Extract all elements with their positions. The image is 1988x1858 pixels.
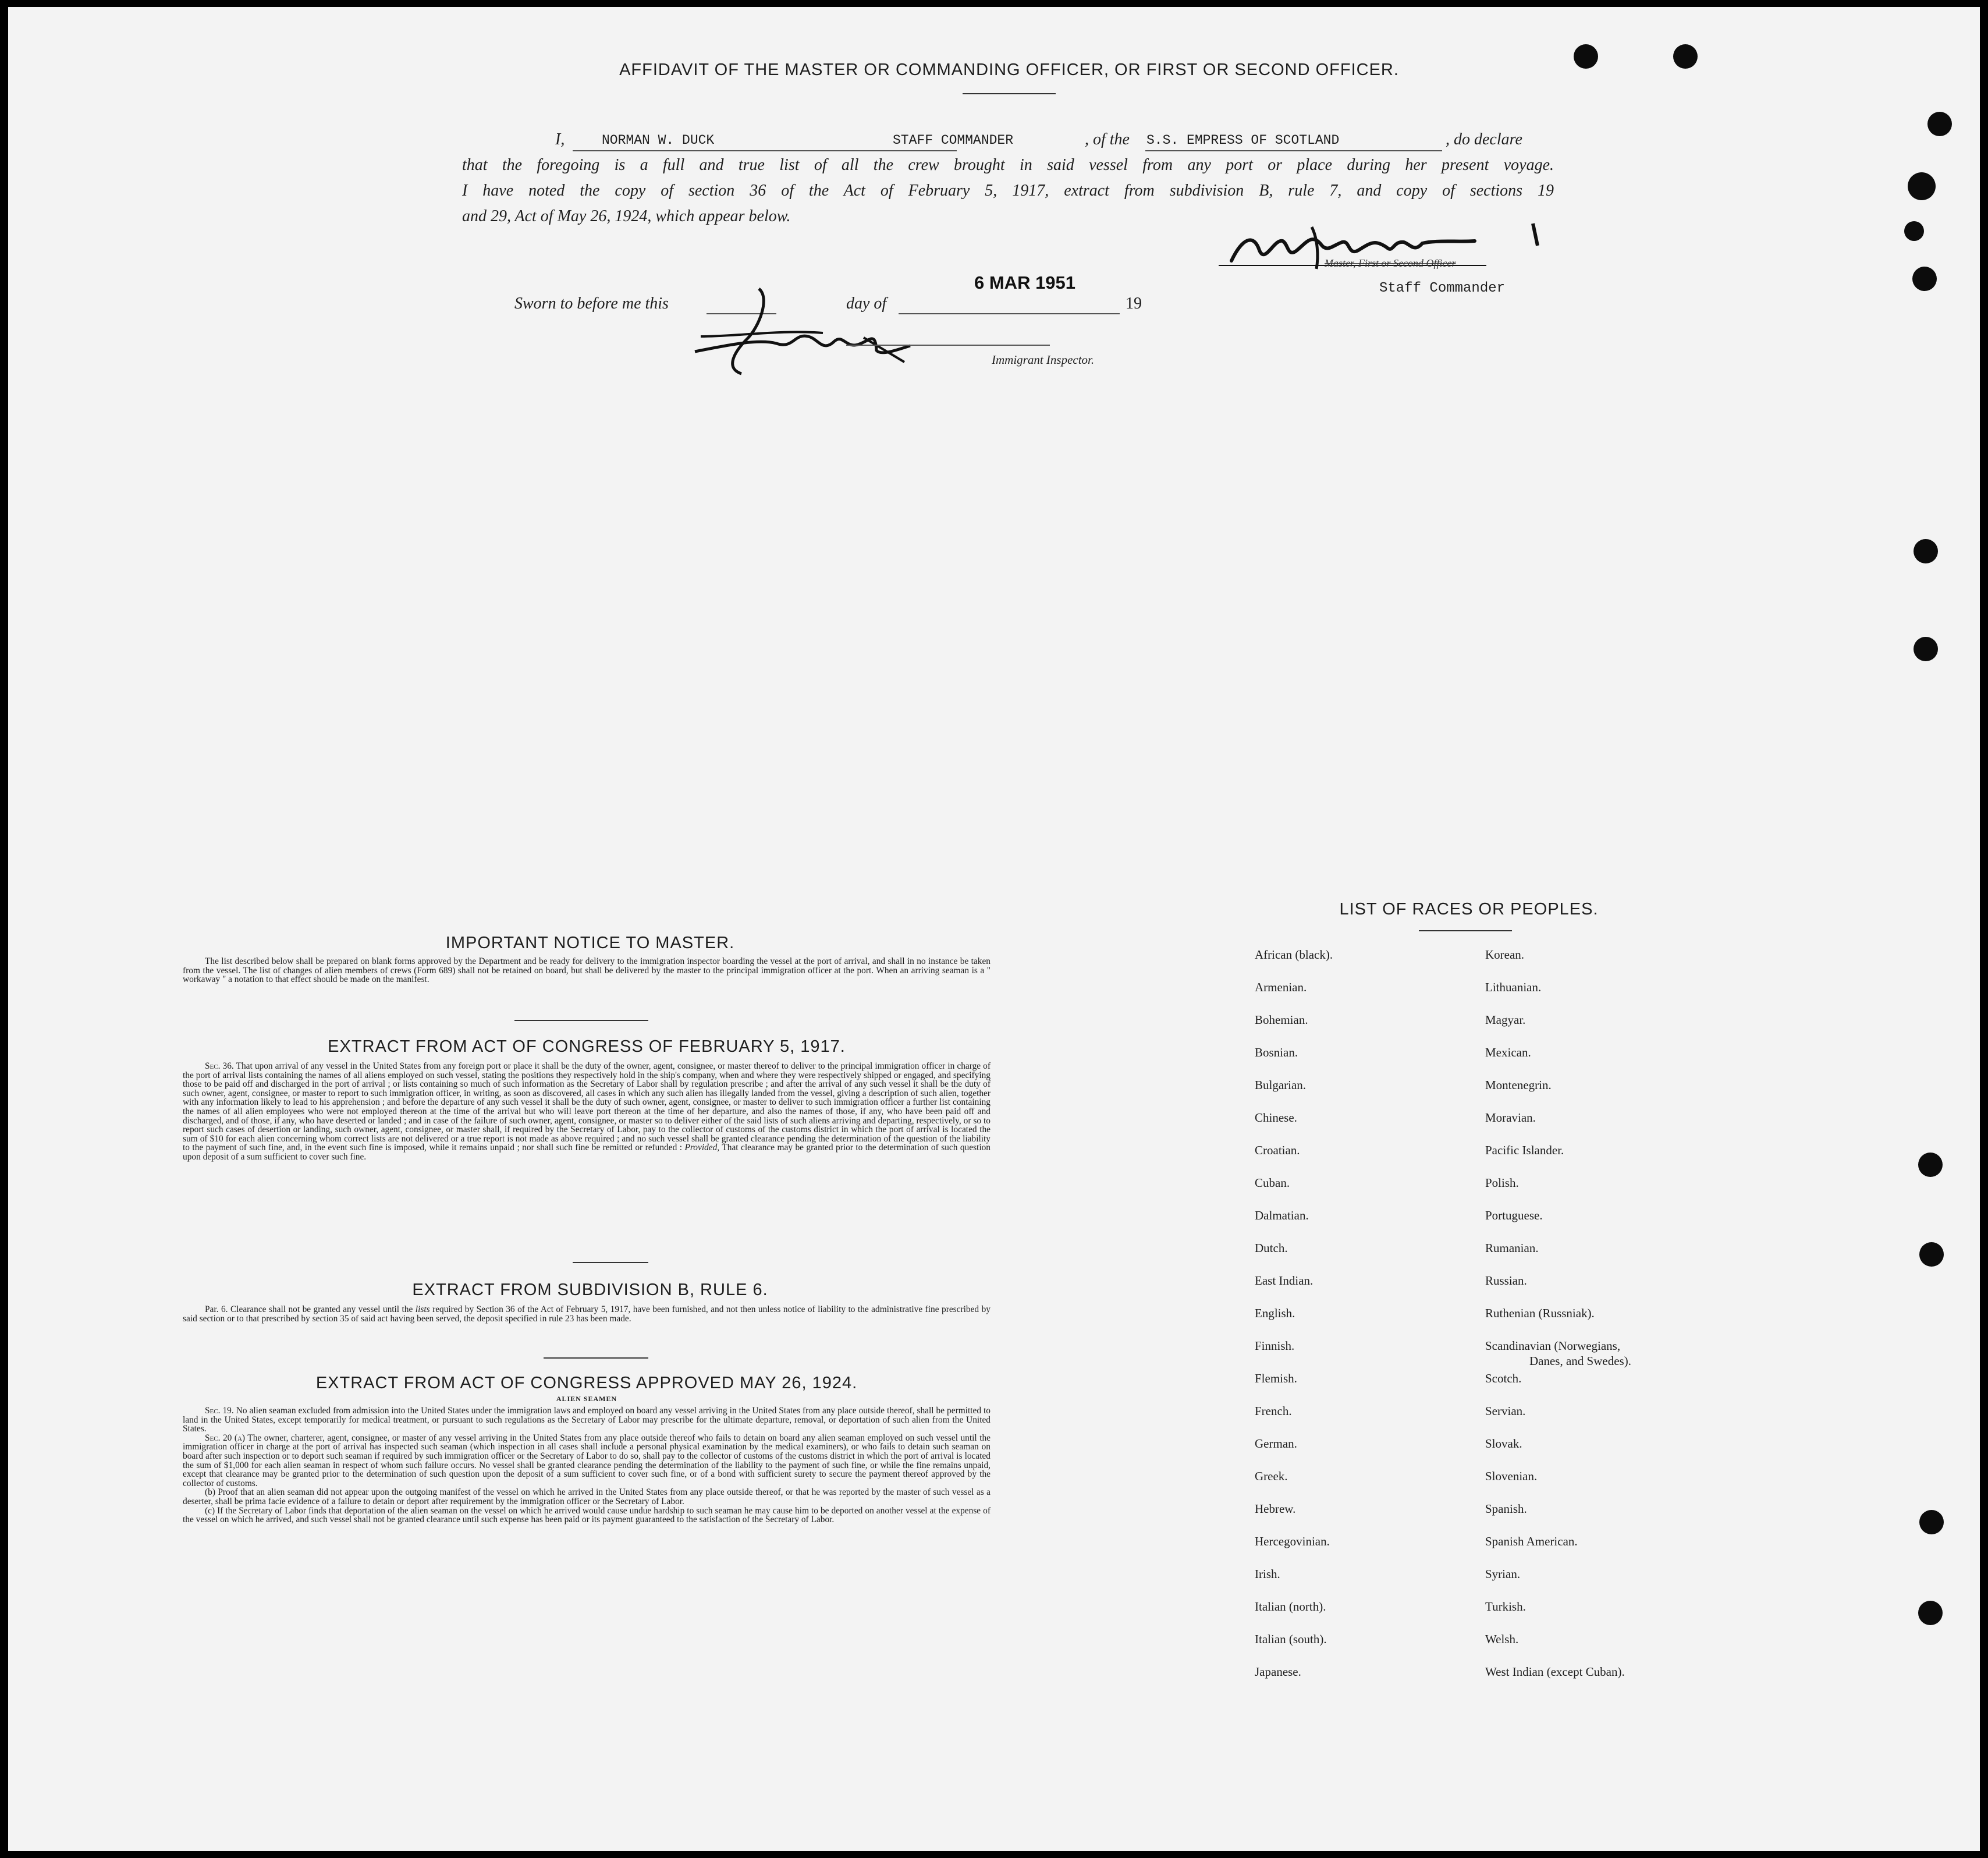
- race-item: Pacific Islander.: [1485, 1143, 1564, 1157]
- do-declare-label: , do declare: [1446, 130, 1522, 148]
- sec-20a-paragraph: Sec. 20 (a) The owner, charterer, agent, consignee, or master of any vessel arriving in the United States from any place outside thereof who fails to detain on board any alien seaman employed on such vessel until the immigration officer in charge at the port of arrival has inspected such seaman (which inspection in all cases shall include a personal physical examination by the medical examiners), or who fails to detain such seaman on board after such inspection or to deport such seaman if required by such immigration officer or the Secretary of Labor to do so, shall pay to the collector of customs of the customs district in which the port of arrival is located the sum of $1,000 for each alien seaman in respect of whom such failure occurs. No vessel shall be granted clearance pending the determination of the liability to the payment of such fine, or while the fine remains unpaid, except that clearance may be granted prior to the determination of such question upon the deposit of a sum sufficient to cover such fine, or of a bond with sufficient surety to secure the payment thereof approved by the collector of customs.: [183, 1432, 991, 1488]
- race-item: Spanish American.: [1485, 1534, 1578, 1548]
- race-item: Bohemian.: [1255, 1013, 1308, 1027]
- vessel-field-line: [1145, 150, 1442, 151]
- name-field-line: [573, 150, 957, 151]
- race-item: Magyar.: [1485, 1013, 1526, 1027]
- punch-hole: [1673, 44, 1698, 69]
- race-item: Bosnian.: [1255, 1045, 1298, 1059]
- affidavit-line-3: I have noted the copy of section 36 of the Act of February 5, 1917, extract from subdivision B, rule 7, and copy of sections 19: [462, 182, 1554, 200]
- sec-20c-paragraph: (c) If the Secretary of Labor finds that deportation of the alien seaman on the vessel on which he arrived would cause undue hardship to such seaman he may cause him to be deported on another vessel at the expense of the vessel on which he arrived, and such vessel shall not be granted clearance until such expense has been paid or its payment guaranteed to the satisfaction of the Secretary of Labor.: [183, 1505, 991, 1525]
- punch-hole: [1919, 1510, 1944, 1534]
- race-item: East Indian.: [1255, 1274, 1314, 1288]
- race-item: French.: [1255, 1404, 1292, 1418]
- race-item: German.: [1255, 1437, 1297, 1451]
- race-item: Rumanian.: [1485, 1241, 1539, 1255]
- race-item: Italian (north).: [1255, 1600, 1326, 1614]
- year-prefix: 19: [1126, 295, 1142, 313]
- sec-36-paragraph: Sec. 36. That upon arrival of any vessel in the United States from any foreign port or place it shall be the duty of the owner, agent, consignee, or master thereof to deliver to the principal immigration officer in charge of the port of arrival lists containing the names of all aliens employed on such vessel, stating the positions they respectively hold in the ship's company, when and where they were respectively shipped or engaged, and specifying those to be paid off and discharged in the port of arrival ; or lists containing so much of such information as the Secretary of Labor shall by regulation prescribe ; and after the arrival of any such vessel it shall be the duty of such owner, agent, consignee, or master to report to such immigration officer, in writing, as soon as discovered, all cases in which any such alien has illegally landed from the vessel, giving a description of such alien, together with any information likely to lead to his apprehension ; and before the departure of any such vessel it shall be the duty of such owner, agent, consignee, or master to deliver to such immigration officer a further list containing the names of all alien employees who were not employed thereon at the time of the arrival but who will leave port thereon at the time of her departure, and also the names of those, if any, who have been paid off and discharged, and of those, if any, who have deserted or landed ; and in case of the failure of such owner, agent, consignee, or master so to deliver either of the said lists of such aliens arriving and departing, respectively, or so to report such cases of desertion or landing, such owner, agent, consignee, or master shall, if required by the Secretary of Labor, pay to the collector of customs of the customs district in which the port of arrival is located the sum of $10 for each alien concerning whom correct lists are not delivered or a true report is not made as above required ; and no such vessel shall be granted clearance pending the determination of the question of the liability to the payment of such fine, and, in the event such fine is imposed, while it remains unpaid ; nor shall such fine be remitted or refunded : Provided, That clearance may be granted prior to the determination of such question upon deposit of a sum sufficient to cover such fine.: [183, 1061, 991, 1162]
- day-of-label: day of: [846, 295, 887, 313]
- race-item-continuation: Danes, and Swedes).: [1529, 1354, 1631, 1368]
- extract-1924-title: EXTRACT FROM ACT OF CONGRESS APPROVED MAY 26, 1924.: [315, 1374, 858, 1392]
- inspector-caption: Immigrant Inspector.: [992, 353, 1095, 367]
- punch-hole: [1918, 1601, 1943, 1625]
- race-item: English.: [1255, 1306, 1295, 1320]
- affidavit-title-underline: [963, 93, 1056, 94]
- divider: [514, 1020, 648, 1021]
- race-item: Montenegrin.: [1485, 1078, 1552, 1092]
- race-item: Welsh.: [1485, 1632, 1519, 1646]
- vessel-name-field: S.S. EMPRESS OF SCOTLAND: [1146, 133, 1340, 148]
- document-page: [8, 7, 1980, 1851]
- punch-hole: [1574, 44, 1598, 69]
- race-item: Italian (south).: [1255, 1632, 1327, 1646]
- signer-caption-struck: Master, First or Second Officer: [1325, 257, 1456, 269]
- affidavit-title: AFFIDAVIT OF THE MASTER OR COMMANDING OFFICER, OR FIRST OR SECOND OFFICER.: [619, 61, 1399, 79]
- race-item: West Indian (except Cuban).: [1485, 1665, 1625, 1679]
- race-item: Portuguese.: [1485, 1208, 1543, 1222]
- race-item: Russian.: [1485, 1274, 1527, 1288]
- race-item: Lithuanian.: [1485, 980, 1542, 994]
- notice-paragraph: The list described below shall be prepared on blank forms approved by the Department and be ready for delivery to the immigration inspector boarding the vessel at the port of arrival, and shall in no instance be taken from the vessel. The list of changes of alien members of crews (Form 689) shall not be retained on board, but shall be delivered by the master to the principal immigration officer at the port. When an arriving seaman is a " workaway " a notation to that effect should be made on the manifest.: [183, 956, 991, 985]
- punch-hole: [1927, 112, 1952, 136]
- race-item: Moravian.: [1485, 1111, 1536, 1125]
- affidavit-line-1: [462, 130, 1554, 154]
- extract-rule6-title: EXTRACT FROM SUBDIVISION B, RULE 6.: [412, 1281, 768, 1299]
- race-item: Korean.: [1485, 948, 1525, 962]
- affidavit-intro: I,: [555, 130, 565, 148]
- race-item: Hercegovinian.: [1255, 1534, 1330, 1548]
- race-item: Polish.: [1485, 1176, 1519, 1190]
- punch-hole: [1918, 1153, 1943, 1177]
- sec-19-paragraph: Sec. 19. No alien seaman excluded from admission into the United States under the immigration laws and employed on board any vessel arriving in the United States from any place outside thereof, shall be permitted to land in the United States, except temporarily for medical treatment, or pursuant to such regulations as the Secretary of Labor may prescribe for the ultimate departure, removal, or deportation of such alien from the United States.: [183, 1406, 991, 1434]
- race-item: Greek.: [1255, 1469, 1288, 1483]
- race-item: Armenian.: [1255, 980, 1307, 994]
- notice-title: IMPORTANT NOTICE TO MASTER.: [445, 934, 735, 952]
- race-item: Scandinavian (Norwegians,: [1485, 1339, 1621, 1353]
- inspector-signature-line: [846, 345, 1050, 346]
- master-name-field: NORMAN W. DUCK: [602, 133, 715, 148]
- punch-hole: [1908, 172, 1936, 200]
- inspector-signature: [689, 281, 922, 385]
- race-item: Mexican.: [1485, 1045, 1531, 1059]
- date-stamp: 6 MAR 1951: [974, 272, 1076, 293]
- race-item: Ruthenian (Russniak).: [1485, 1306, 1595, 1320]
- of-the-label: , of the: [1085, 130, 1130, 148]
- punch-hole: [1904, 221, 1924, 241]
- races-title: LIST OF RACES OR PEOPLES.: [1339, 900, 1599, 919]
- race-item: Dutch.: [1255, 1241, 1288, 1255]
- punch-hole: [1914, 539, 1938, 563]
- race-item: Flemish.: [1255, 1371, 1297, 1385]
- race-item: Chinese.: [1255, 1111, 1297, 1125]
- punch-hole: [1914, 637, 1938, 661]
- race-item: Spanish.: [1485, 1502, 1527, 1516]
- race-item: Scotch.: [1485, 1371, 1522, 1385]
- races-title-rule: [1419, 930, 1512, 931]
- race-item: African (black).: [1255, 948, 1333, 962]
- punch-hole: [1912, 267, 1937, 291]
- notice-body: [183, 957, 991, 984]
- race-item: Slovenian.: [1485, 1469, 1538, 1483]
- race-item: Irish.: [1255, 1567, 1280, 1581]
- race-item: Bulgarian.: [1255, 1078, 1307, 1092]
- signer-title: Staff Commander: [1379, 281, 1506, 296]
- race-item: Finnish.: [1255, 1339, 1295, 1353]
- race-item: Japanese.: [1255, 1665, 1301, 1679]
- race-item: Hebrew.: [1255, 1502, 1296, 1516]
- par-6-paragraph: Par. 6. Clearance shall not be granted any vessel until the lists required by Section 36 of the Act of February 5, 1917, have been furnished, and not then unless notice of liability to the administrative fine prescribed by said section or to that prescribed by section 35 of said act having been served, the deposit specified in rule 23 has been made.: [183, 1304, 991, 1324]
- race-item: Slovak.: [1485, 1437, 1522, 1451]
- date-field-line: [899, 313, 1120, 314]
- divider: [573, 1262, 648, 1263]
- extract-rule6-body: [183, 1305, 991, 1323]
- extract-1917-title: EXTRACT FROM ACT OF CONGRESS OF FEBRUARY 5, 1917.: [328, 1037, 846, 1056]
- master-rank-field: STAFF COMMANDER: [893, 133, 1014, 148]
- sworn-prefix: Sworn to before me this: [514, 295, 669, 313]
- race-item: Syrian.: [1485, 1567, 1521, 1581]
- extract-1924-body: [183, 1406, 991, 1524]
- race-item: Turkish.: [1485, 1600, 1526, 1614]
- race-item: Servian.: [1485, 1404, 1526, 1418]
- race-item: Cuban.: [1255, 1176, 1290, 1190]
- affidavit-line-2: that the foregoing is a full and true list of all the crew brought in said vessel from any port or place during her present voyage.: [462, 156, 1554, 174]
- divider: [544, 1357, 648, 1359]
- race-item: Croatian.: [1255, 1143, 1300, 1157]
- alien-seamen-subtitle: ALIEN SEAMEN: [556, 1395, 617, 1403]
- sec-20b-paragraph: (b) Proof that an alien seaman did not appear upon the outgoing manifest of the vessel on which he arrived in the United States from any place outside thereof, or that he was reported by the master of such vessel as a deserter, shall be prima facie evidence of a failure to detain or deport after requirement by the immigration officer or the Secretary of Labor.: [183, 1487, 991, 1506]
- race-item: Dalmatian.: [1255, 1208, 1309, 1222]
- extract-1917-body: [183, 1062, 991, 1162]
- affidavit-line-4: and 29, Act of May 26, 1924, which appear below.: [462, 207, 791, 225]
- punch-hole: [1919, 1242, 1944, 1267]
